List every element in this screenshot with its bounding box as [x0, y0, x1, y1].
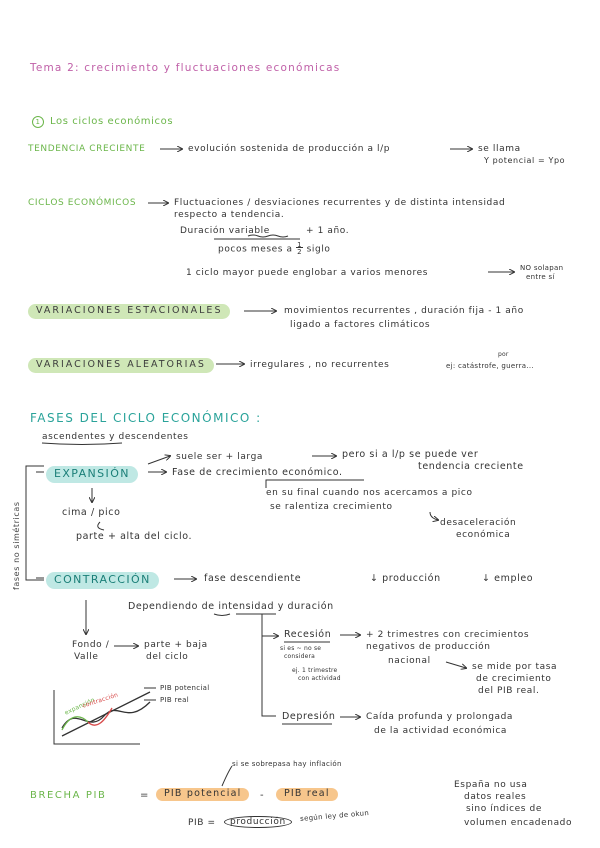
parte-baja-1: parte + baja: [144, 640, 208, 650]
fases-heading: FASES DEL CICLO ECONÓMICO :: [30, 411, 262, 425]
se-ralentiza: se ralentiza crecimiento: [270, 502, 393, 512]
fraction-num: 1: [297, 241, 303, 249]
no-solapan-2: entre sí: [526, 273, 555, 281]
contraccion-label: CONTRACCIÓN: [46, 572, 159, 589]
parte-baja-2: del ciclo: [146, 652, 189, 662]
dependiendo-branch: [262, 614, 276, 716]
pib-potencial-curve-label: PIB potencial: [160, 684, 210, 692]
no-solapan-1: NO solapan: [520, 264, 564, 272]
pib-eq: PIB =: [188, 818, 216, 828]
fases-sub-underline: [42, 443, 122, 445]
contraccion-text: fase descendiente: [204, 573, 302, 584]
recesion-text-1: + 2 trimestres con crecimientos: [366, 630, 530, 640]
section-heading-text: Los ciclos económicos: [50, 116, 174, 127]
recesion-text-3: nacional: [388, 656, 431, 666]
mini-chart-axes: [54, 690, 140, 744]
depresion-text-1: Caída profunda y prolongada: [366, 712, 514, 722]
espana-4: volumen encadenado: [464, 818, 573, 828]
duracion-siglo: siglo: [306, 244, 331, 255]
cima-pico: cima / pico: [62, 507, 121, 518]
expansion-label: EXPANSIÓN: [46, 466, 138, 483]
sobrepasa-line: [222, 766, 232, 786]
estacionales-text-2: ligado a factores climáticos: [290, 320, 431, 330]
fondo-1: Fondo /: [72, 640, 110, 650]
depresion-text-2: de la actividad económica: [374, 726, 508, 736]
depresion-label: Depresión: [282, 711, 336, 722]
pib-real-curve-label: PIB real: [160, 696, 189, 704]
espana-2: datos reales: [464, 792, 527, 802]
ej-trimestre-2: con actividad: [298, 675, 341, 682]
dependiendo: Dependiendo de intensidad y duración: [128, 601, 334, 612]
fraction-den: 2: [297, 248, 303, 256]
si-no-considera-1: si es ~ no se: [280, 645, 322, 652]
brecha-pib-potencial: PIB potencial: [156, 788, 249, 801]
okun: según ley de okun: [299, 809, 370, 823]
recesion-label: Recesión: [284, 629, 332, 640]
tendencia-result: se llama: [478, 144, 521, 154]
tendencia-label: TENDENCIA CRECIENTE: [28, 144, 146, 154]
arrow-mide: [446, 662, 466, 668]
brecha-pib-real: PIB real: [276, 788, 338, 801]
tendencia-creciente-note: tendencia creciente: [418, 461, 524, 472]
cima-curve: [98, 522, 104, 530]
arrow-suele: [148, 456, 170, 464]
tendencia-text: evolución sostenida de producción a l/p: [188, 144, 391, 154]
pero-si-lp: pero si a l/p se puede ver: [342, 449, 479, 460]
aleatorias-por: por: [498, 351, 509, 358]
mide-2: de crecimiento: [476, 674, 552, 684]
mide-3: del PIB real.: [478, 686, 540, 696]
en-su-final: en su final cuando nos acercamos a pico: [266, 488, 473, 498]
aleatorias-label: VARIACIONES ALEATORIAS: [28, 358, 214, 373]
contraccion-curve-label: contracción: [81, 691, 120, 710]
ciclos-text-1: Fluctuaciones / desviaciones recurrentes y de distinta intensidad: [174, 198, 506, 208]
expansion-bracket: [266, 480, 364, 488]
si-no-considera-2: considera: [284, 653, 316, 660]
tendencia-result-2: Y potencial = Ypo: [484, 156, 566, 165]
page-title: Tema 2: crecimiento y fluctuaciones económicas: [30, 62, 341, 74]
section-number: 1: [32, 116, 44, 128]
ciclo-mayor: 1 ciclo mayor puede englobar a varios menores: [186, 268, 429, 278]
sobrepasa-inflacion: si se sobrepasa hay inflación: [232, 760, 342, 768]
expansion-text: Fase de crecimiento económico.: [172, 467, 343, 478]
brecha-minus: -: [260, 790, 265, 801]
pib-produccion: producción: [224, 816, 292, 828]
desaceleracion-1: desaceleración: [440, 518, 517, 528]
duracion-pocos-meses: pocos meses a: [218, 244, 293, 255]
espana-1: España no usa: [454, 780, 528, 790]
empleo-baja: ↓ empleo: [482, 573, 534, 584]
brecha-eq: =: [140, 790, 149, 801]
fases-sub: ascendentes y descendentes: [42, 432, 189, 442]
estacionales-label: VARIACIONES ESTACIONALES: [28, 304, 230, 319]
duracion-mas-anyo: + 1 año.: [306, 226, 350, 236]
ciclos-text-2: respecto a tendencia.: [174, 210, 285, 220]
fases-bracket: [26, 466, 44, 580]
parte-alta: parte + alta del ciclo.: [76, 531, 193, 542]
ej-trimestre-1: ej. 1 trimestre: [292, 667, 338, 674]
fases-side-label: fases no simétricas: [12, 501, 21, 590]
arrow-desaceleracion: [430, 512, 438, 520]
duracion-underline: [248, 235, 288, 237]
expansion-curve-label: expansión: [63, 696, 97, 717]
produccion-baja: ↓ producción: [370, 573, 441, 584]
suele-ser-larga: suele ser + larga: [176, 452, 264, 462]
pib-real-curve: [62, 702, 150, 728]
espana-3: sino índices de: [466, 804, 542, 814]
mide-1: se mide por tasa: [472, 662, 558, 672]
fondo-2: Valle: [74, 652, 99, 662]
aleatorias-text: irregulares , no recurrentes: [250, 360, 390, 370]
duracion-variable: Duración variable: [180, 226, 270, 236]
recesion-text-2: negativos de producción: [366, 642, 491, 652]
brecha-label: BRECHA PIB: [30, 790, 107, 801]
aleatorias-ej: ej: catástrofe, guerra...: [446, 362, 534, 370]
ciclos-label: CICLOS ECONÓMICOS: [28, 198, 137, 208]
estacionales-text-1: movimientos recurrentes , duración fija - 1 año: [284, 306, 524, 316]
desaceleracion-2: económica: [456, 530, 511, 540]
